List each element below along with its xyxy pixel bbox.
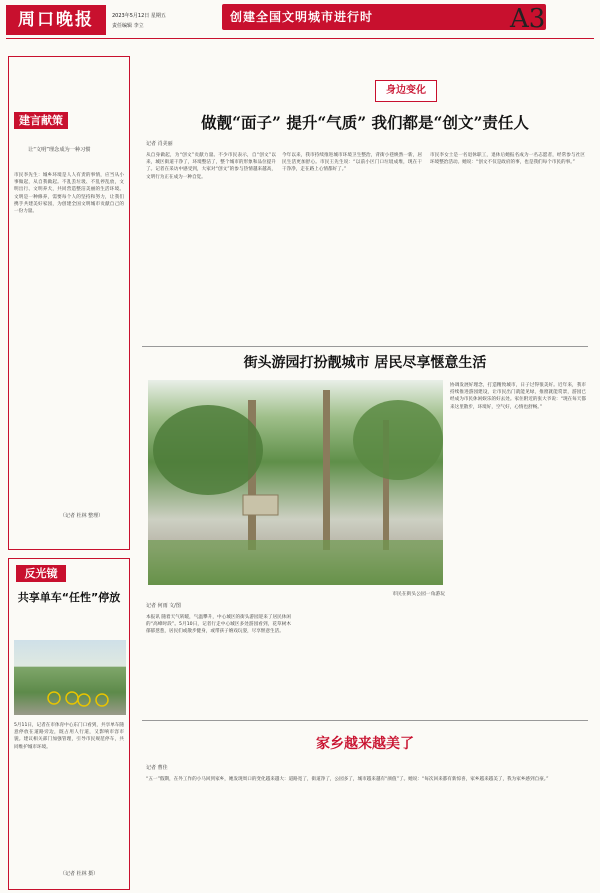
photo-caption: 市民在街头公园一角游玩 — [392, 592, 445, 597]
page-number: A3 — [510, 4, 546, 34]
advice-section-label: 建言献策 — [14, 112, 68, 129]
shared-bikes-photo — [14, 640, 126, 715]
article1-byline: 记者 肖美丽 — [146, 141, 173, 147]
mirror-section-label: 反光镜 — [16, 565, 66, 582]
advice-body: 市民李先生：城乡环境是人人有责的事情，应当从小事做起，从自我做起。不乱丢垃圾、不乱停乱放，文明出行、文明养犬，共同营造整洁美丽的生活环境。文明是一种修养，需要每个人的坚持和努力，让我们携手共建美好家园，为创建全国文明城市贡献自己的一份力量。 — [14, 173, 124, 215]
header-rule — [6, 38, 594, 39]
page-editor: 责任编辑 李立 — [112, 23, 144, 29]
article2-body-cont — [298, 614, 443, 714]
issue-date: 2023年5月12日 星期五 — [112, 13, 166, 19]
article2-headline: 街头游园打扮靓城市 居民尽享惬意生活 — [243, 355, 487, 371]
park-photo — [148, 380, 443, 585]
article1-col3: 市民李女士是一名退休职工，退休后她报名成为一名志愿者，经常参与社区环境整治活动。她说：“创文不仅是政府的事，也是我们每个市民的事。” — [430, 153, 585, 166]
divider-mid — [142, 346, 588, 347]
article1-col2: 今年以来，我市持续推进城市环境卫生整治，背街小巷焕然一新，居民生活更加舒心。市民王先生说：“以前小区门口垃圾成堆，现在干干净净，走在路上心情都好了。” — [282, 153, 422, 173]
newspaper-logo: 周口晚报 — [6, 5, 106, 35]
article1-headline: 做靓“面子” 提升“气质” 我们都是“创文”责任人 — [201, 113, 529, 132]
article2-body: 本报讯 随着天气转暖，气温攀升，中心城区的街头游园迎来了居民休闲的“高峰时段”。5月10日，记者行走中心城区多处游园看到，花草树木郁郁葱葱，居民们或散步健身，或带孩子嬉戏玩耍，尽享惬意生活。 — [146, 615, 291, 635]
mirror-signature: （记者 杜林 摄） — [60, 871, 99, 877]
park-scene-icon — [148, 380, 443, 585]
mirror-body: 5月11日，记者在市体育中心东门口看到，共享单车随意停放在道路旁边，既占用人行道，又影响市容市貌。建议相关部门加强管理，引导市民规范停车，共同维护城市环境。 — [14, 723, 124, 750]
advice-signature: （记者 杜林 整理） — [60, 513, 104, 519]
theme-banner-text: 创建全国文明城市进行时 — [230, 10, 374, 24]
mirror-headline: 共享单车“任性”停放 — [17, 591, 121, 604]
divider-bottom — [142, 720, 588, 721]
article3-headline: 家乡越来越美了 — [316, 736, 414, 752]
article3-body: “五一”假期，在外工作的小马回到家乡，她发现周口的变化越来越大：道路宽了，街道净了，公园多了，城市越来越有“颜值”了。她说：“每次回来都有新惊喜，家乡越来越美了，我为家乡感到自豪。” — [146, 777, 549, 782]
section-tag: 身边变化 — [375, 80, 437, 102]
article3-byline: 记者 曹佳 — [146, 765, 168, 771]
bicycle-icon — [14, 640, 126, 715]
advice-subtitle: 让“文明”理念成为一种习惯 — [28, 147, 91, 153]
article1-col1: 从自身做起，为“创文”贡献力量。不少市民表示，自“创文”以来，城区街道干净了，环境整洁了，整个城市的形象和品位提升了。记者在采访中感受到，大家对“创文”的参与热情越来越高，文明行为正在成为一种自觉。 — [146, 153, 276, 180]
article2-byline: 记者 何雨 文/图 — [146, 603, 181, 609]
article2-right-col: 协调发展好理念，打造精致城市，日子过得很美好。近年来，我市持续推进游园建设，让市民出门就能见绿，推窗就能赏景，游园已经成为市民休闲娱乐的好去处。家住附近的张大爷说：“现在每天都来这里散步，环境好，空气好，心情也舒畅。” — [450, 383, 586, 410]
